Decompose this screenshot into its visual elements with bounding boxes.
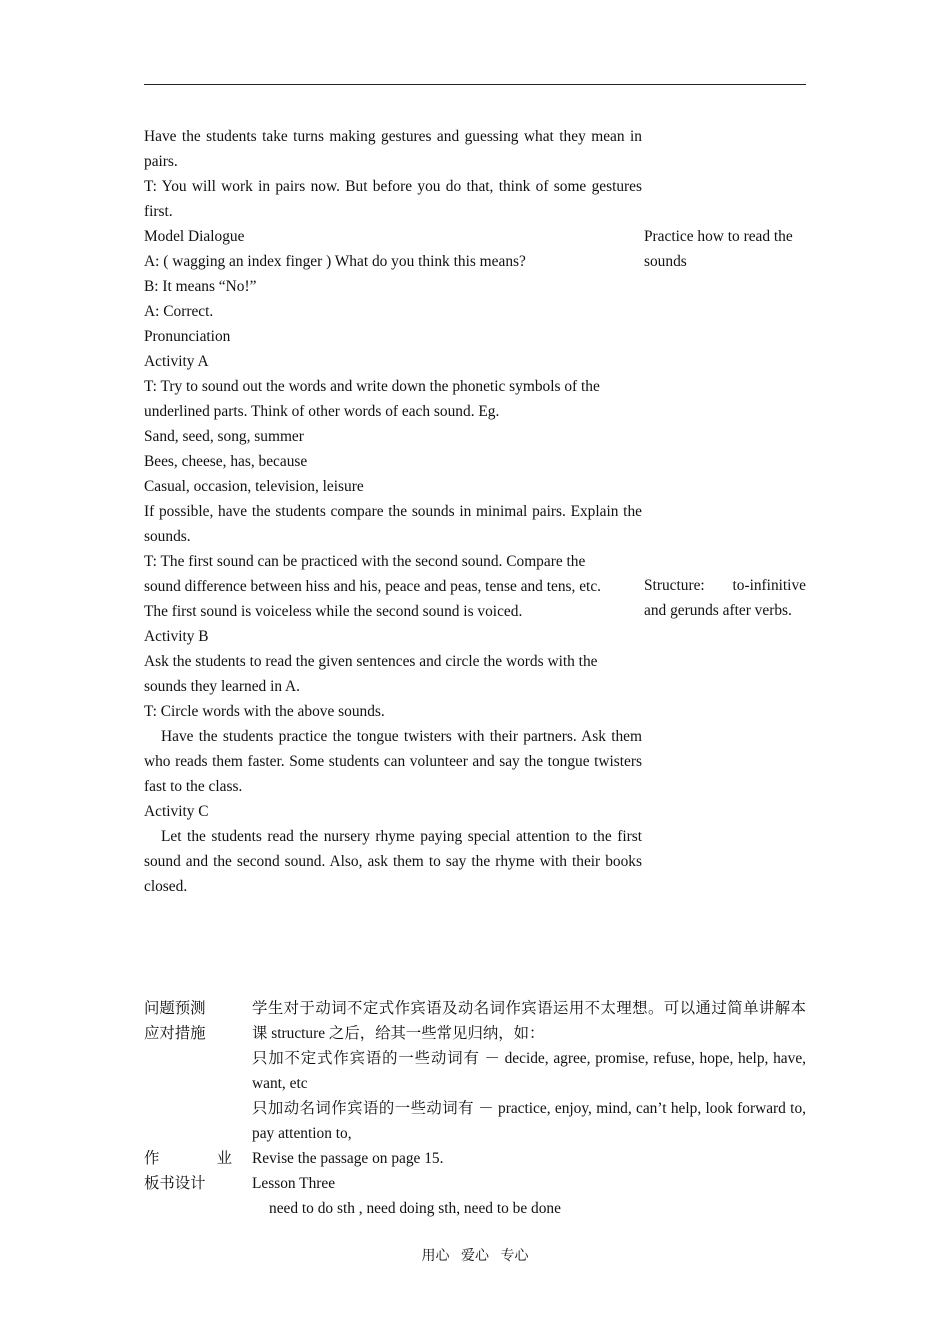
problem-prediction-text: 学生对于动词不定式作宾语及动名词作宾语运用不太理想。可以通过简单讲解本课 structure 之后，给其一些常见归纳，如： <box>252 1000 806 1042</box>
teacher-sound-out-line: T: Try to sound out the words and write down the phonetic symbols of the underlined parts. Think of other words of each sound. Eg. <box>144 378 600 420</box>
teacher-compare-line-3: The first sound is voiceless while the second sound is voiced. <box>144 603 523 620</box>
side-note-structure-term: to-infinitive <box>732 577 806 594</box>
circle-words-instruction: Ask the students to read the given sentences and circle the words with the sounds they learned in A. <box>144 653 598 695</box>
side-note-structure-label: Structure: <box>644 577 705 594</box>
word-list-2: Bees, cheese, has, because <box>144 453 308 470</box>
instruction-gestures: Have the students take turns making gestures and guessing what they mean in pairs. <box>144 128 642 170</box>
gerund-verbs-text: 只加动名词作宾语的一些动词有 － practice, enjoy, mind, can’t help, look forward to, pay attention to, <box>252 1100 806 1142</box>
label-problem-prediction: 问题预测 <box>144 1000 206 1017</box>
label-homework-char-1: 作 <box>144 1150 160 1167</box>
heading-activity-b: Activity B <box>144 628 209 645</box>
label-homework-char-2: 业 <box>216 1150 232 1167</box>
teacher-circle-line: T: Circle words with the above sounds. <box>144 703 385 720</box>
side-note-pronunciation-text: Practice how to read the sounds <box>644 228 793 270</box>
side-note-structure <box>644 573 806 623</box>
homework-text: Revise the passage on page 15. <box>252 1150 444 1167</box>
heading-activity-a: Activity A <box>144 353 209 370</box>
label-homework <box>144 1146 232 1171</box>
side-note-structure-line-2: and gerunds after verbs. <box>644 602 792 619</box>
label-board-design: 板书设计 <box>144 1175 206 1192</box>
dialogue-line-b: B: It means “No!” <box>144 278 257 295</box>
page-footer: 用心 爱心 专心 <box>421 1249 529 1264</box>
teacher-compare-line-1: T: The first sound can be practiced with the second sound. Compare the <box>144 553 586 570</box>
teacher-pairs-line: T: You will work in pairs now. But before you do that, think of some gestures first. <box>144 178 642 220</box>
header-rule <box>144 84 806 85</box>
nursery-rhyme-instruction: Let the students read the nursery rhyme paying special attention to the first sound and the second sound. Also, ask them to say the rhyme with their books closed. <box>144 828 642 895</box>
side-note-pronunciation <box>644 224 806 274</box>
lesson-procedure-column <box>144 124 642 899</box>
tongue-twister-instruction: Have the students practice the tongue twisters with their partners. Ask them who reads them faster. Some students can volunteer and say the tongue twisters fast to the class. <box>144 728 642 795</box>
board-structure-text: need to do sth , need doing sth, need to be done <box>269 1200 561 1217</box>
dialogue-line-a2: A: Correct. <box>144 303 214 320</box>
word-list-3: Casual, occasion, television, leisure <box>144 478 364 495</box>
minimal-pairs-instruction: If possible, have the students compare the sounds in minimal pairs. Explain the sounds. <box>144 503 642 545</box>
word-list-1: Sand, seed, song, summer <box>144 428 304 445</box>
dialogue-line-a: A: ( wagging an index finger ) What do you think this means? <box>144 253 526 270</box>
heading-activity-c: Activity C <box>144 803 209 820</box>
label-countermeasures: 应对措施 <box>144 1025 206 1042</box>
heading-model-dialogue: Model Dialogue <box>144 228 245 245</box>
board-lesson-title: Lesson Three <box>252 1175 336 1192</box>
side-note-structure-line-1 <box>644 573 806 598</box>
teacher-compare-line-2: sound difference between hiss and his, peace and peas, tense and tens, etc. <box>144 578 601 595</box>
heading-pronunciation: Pronunciation <box>144 328 231 345</box>
infinitive-verbs-text: 只加不定式作宾语的一些动词有 － decide, agree, promise, refuse, hope, help, have, want, etc <box>252 1050 806 1092</box>
